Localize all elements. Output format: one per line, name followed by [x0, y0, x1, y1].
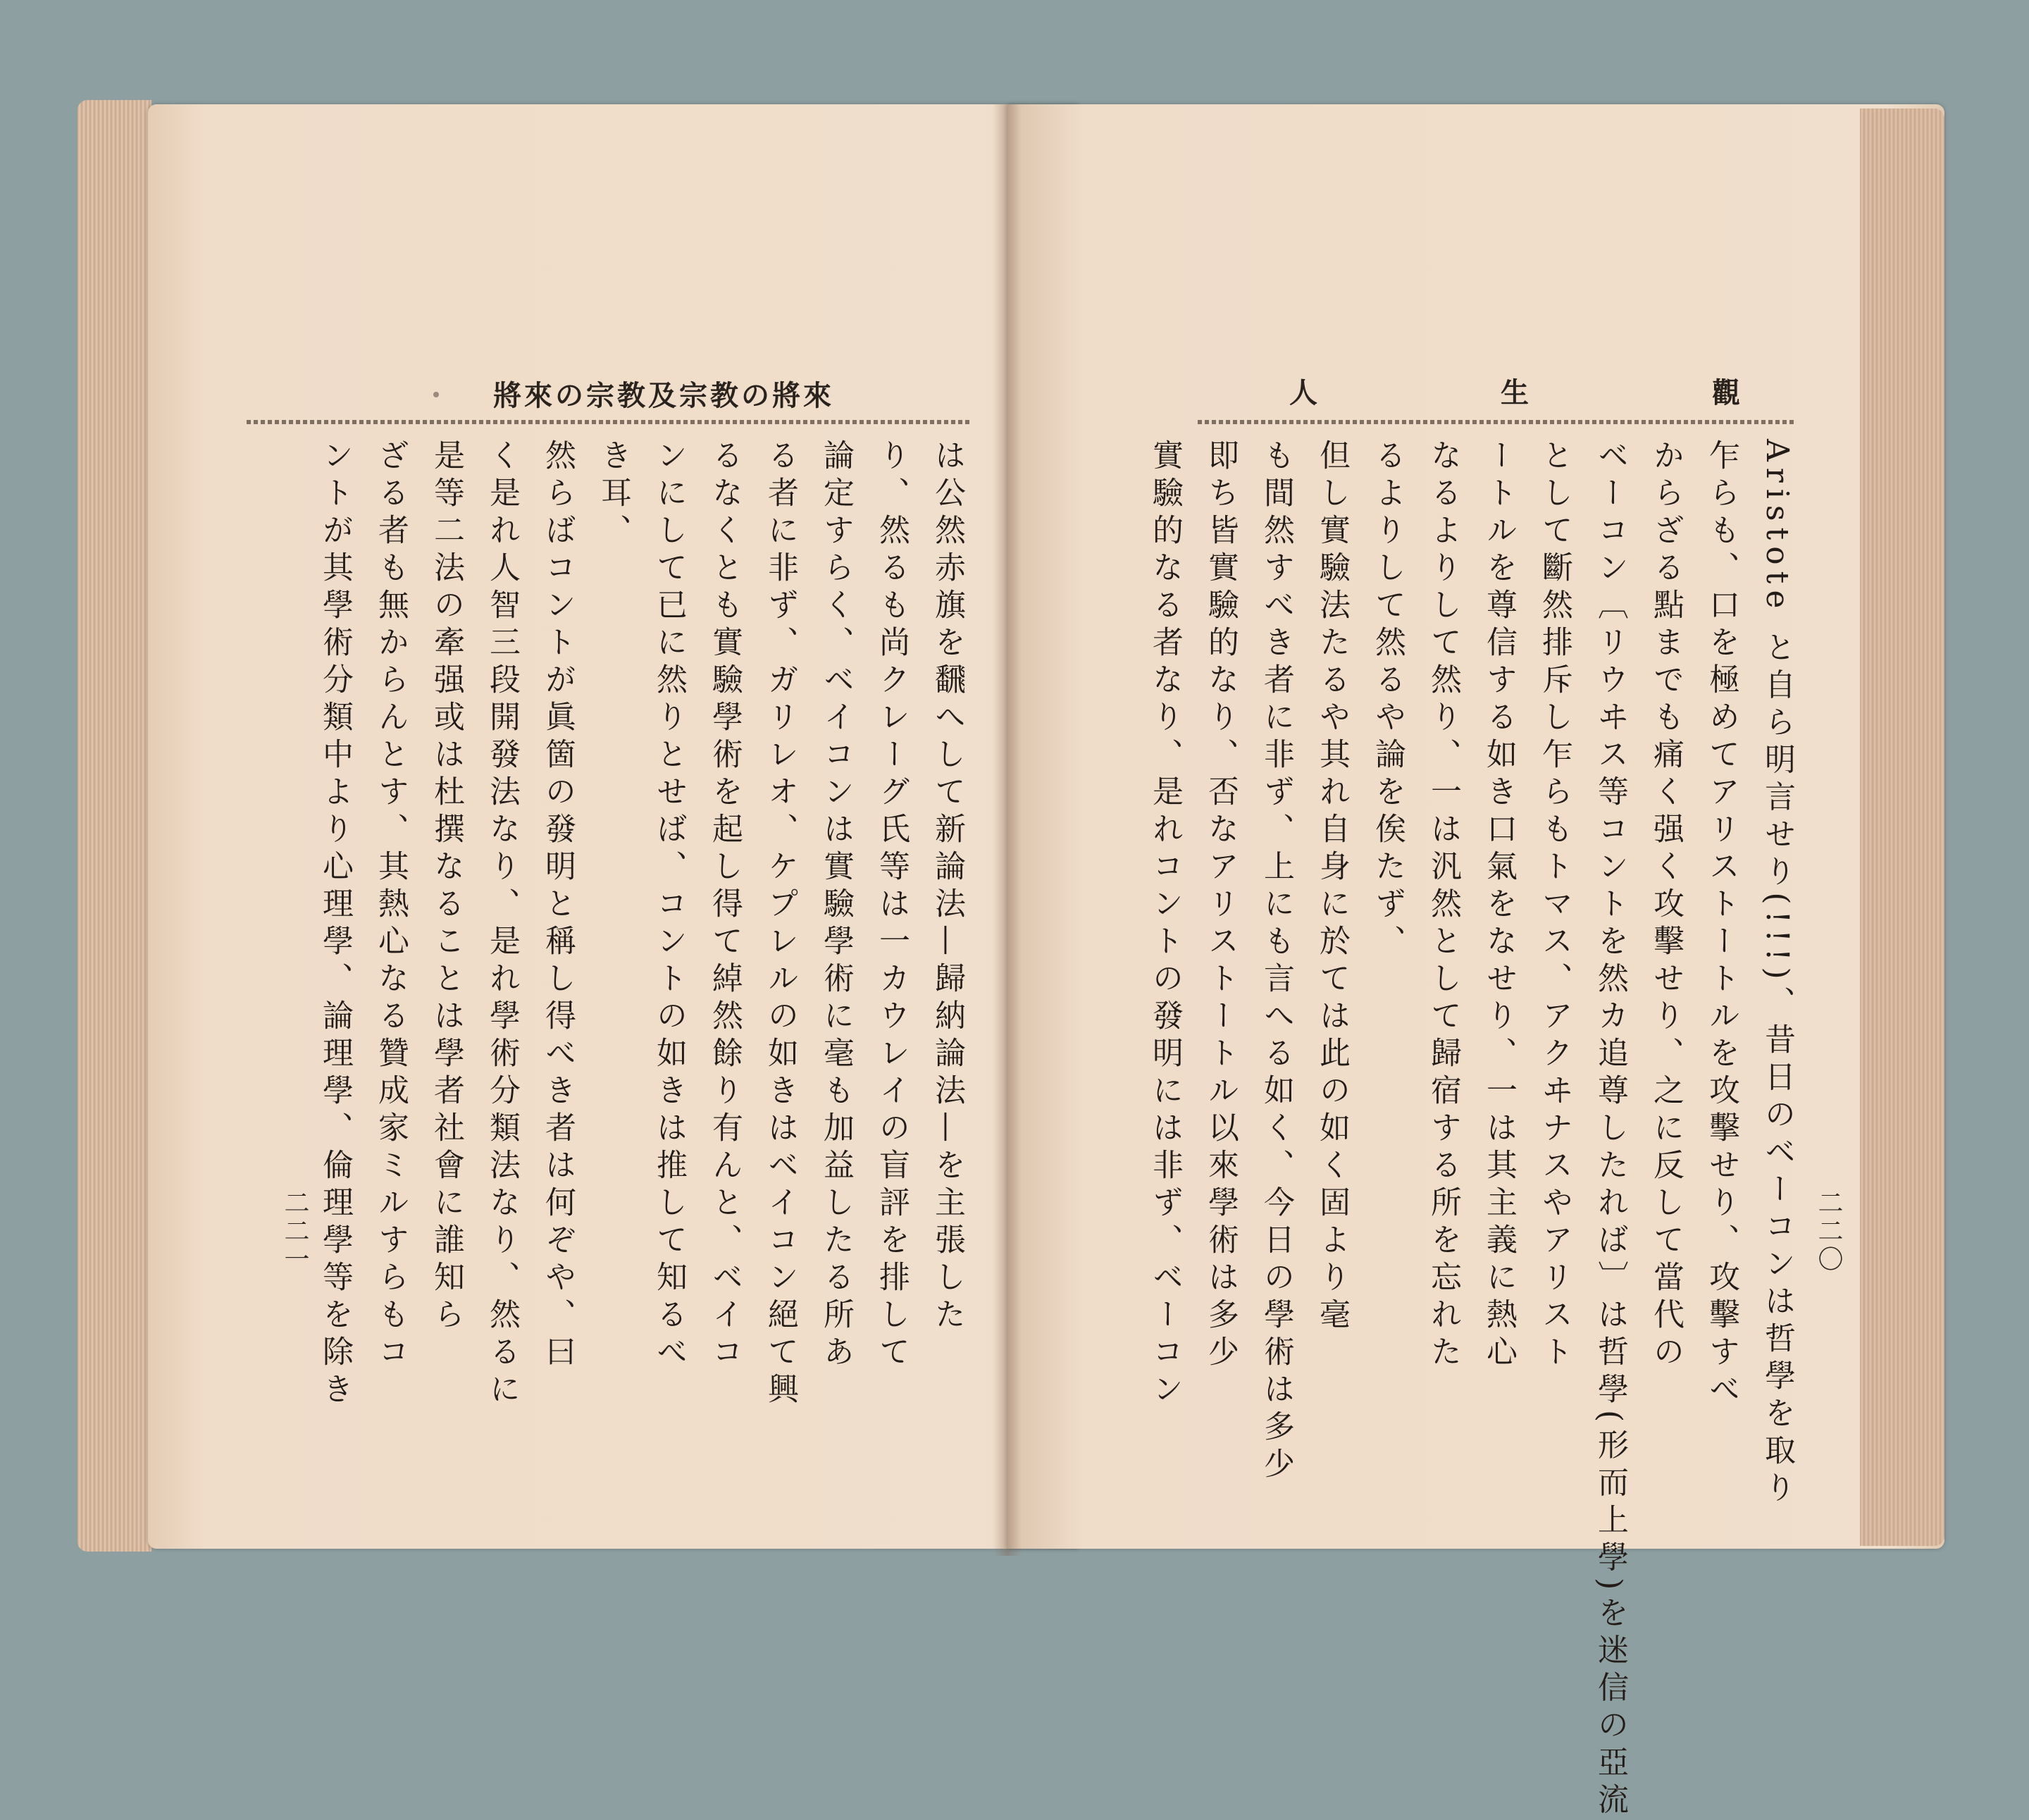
text-line: く是れ人智三段開發法なり、是れ學術分類法なり、然るに — [484, 439, 520, 1410]
text-line: り、然るも尚クレーグ氏等は一カウレイの盲評を排して — [874, 439, 910, 1373]
text-line: 但し實驗法たるや其れ自身に於ては此の如く固より毫 — [1314, 439, 1350, 1335]
text-line: Aristote と自ら明言せり(!!!)、昔日のベーコンは哲學を取り — [1759, 439, 1795, 1509]
text-line: は公然赤旗を飜へして新論法—歸納論法—を主張した — [929, 439, 965, 1335]
text-line: ンにして已に然りとせば、コントの如きは推して知るべ — [651, 439, 687, 1373]
text-line: ざる者も無からんとす、其熱心なる贊成家ミルすらもコ — [373, 439, 409, 1373]
text-line: 然らばコントが眞箇の發明と稱し得べき者は何ぞや、曰 — [540, 439, 576, 1373]
page-edges-left — [77, 100, 151, 1552]
right-page — [1007, 104, 1944, 1820]
book-gutter — [993, 104, 1022, 1556]
text-line: 論定すらく、ベイコンは實驗學術に毫も加益したる所あ — [818, 439, 854, 1373]
text-line: ベーコン〔リウヰス等コントを然カ追尊したれば〕は哲學(形而上學)を迷信の亞流 — [1592, 439, 1628, 1820]
text-line: なるよりして然り、一は汎然として歸宿する所を忘れた — [1425, 439, 1461, 1373]
text-line: るなくとも實驗學術を起し得て綽然餘り有んと、ベイコ — [707, 439, 743, 1373]
text-line: も間然すべき者に非ず、上にも言へる如く、今日の學術は多少 — [1258, 439, 1294, 1485]
open-book — [77, 90, 1944, 1820]
text-line: からざる點までも痛く强く攻擊せり、之に反して當代の — [1648, 439, 1684, 1373]
text-line: として斷然排斥し乍らもトマス、アクヰナスやアリスト — [1537, 439, 1572, 1373]
text-line: ントが其學術分類中より心理學、論理學、倫理學等を除き — [317, 439, 353, 1410]
left-page — [148, 104, 1078, 1549]
text-line: ートルを尊信する如き口氣をなせり、一は其主義に熱心 — [1481, 439, 1517, 1373]
text-line: 實驗的なる者なり、是れコントの發明には非ず、ベーコン — [1147, 439, 1183, 1410]
header-rule-left — [247, 420, 972, 424]
page-number-right: 二二〇 — [1814, 1189, 1843, 1274]
page-edges-right — [1860, 109, 1944, 1546]
text-line: るよりして然るや論を俟たず、 — [1370, 439, 1406, 962]
text-line: る者に非ず、ガリレオ、ケプレルの如きはベイコン絕て興 — [762, 439, 798, 1410]
text-line: 是等二法の牽强或は杜撰なることは學者社會に誰知ら — [428, 439, 464, 1335]
page-number-left: 二二一 — [280, 1189, 309, 1274]
running-header-right: 人 生 觀 — [1289, 376, 1818, 409]
text-line: 即ち皆實驗的なり、否なアリストートル以來學術は多少 — [1203, 439, 1239, 1373]
text-line: き耳、 — [595, 439, 631, 551]
header-rule-right — [1198, 420, 1797, 424]
running-header-left: 將來の宗教及宗教の將來 — [493, 379, 834, 412]
header-ornament-left — [433, 392, 439, 397]
text-line: 乍らも、口を極めてアリストートルを攻擊せり、攻擊すべ — [1704, 439, 1739, 1410]
